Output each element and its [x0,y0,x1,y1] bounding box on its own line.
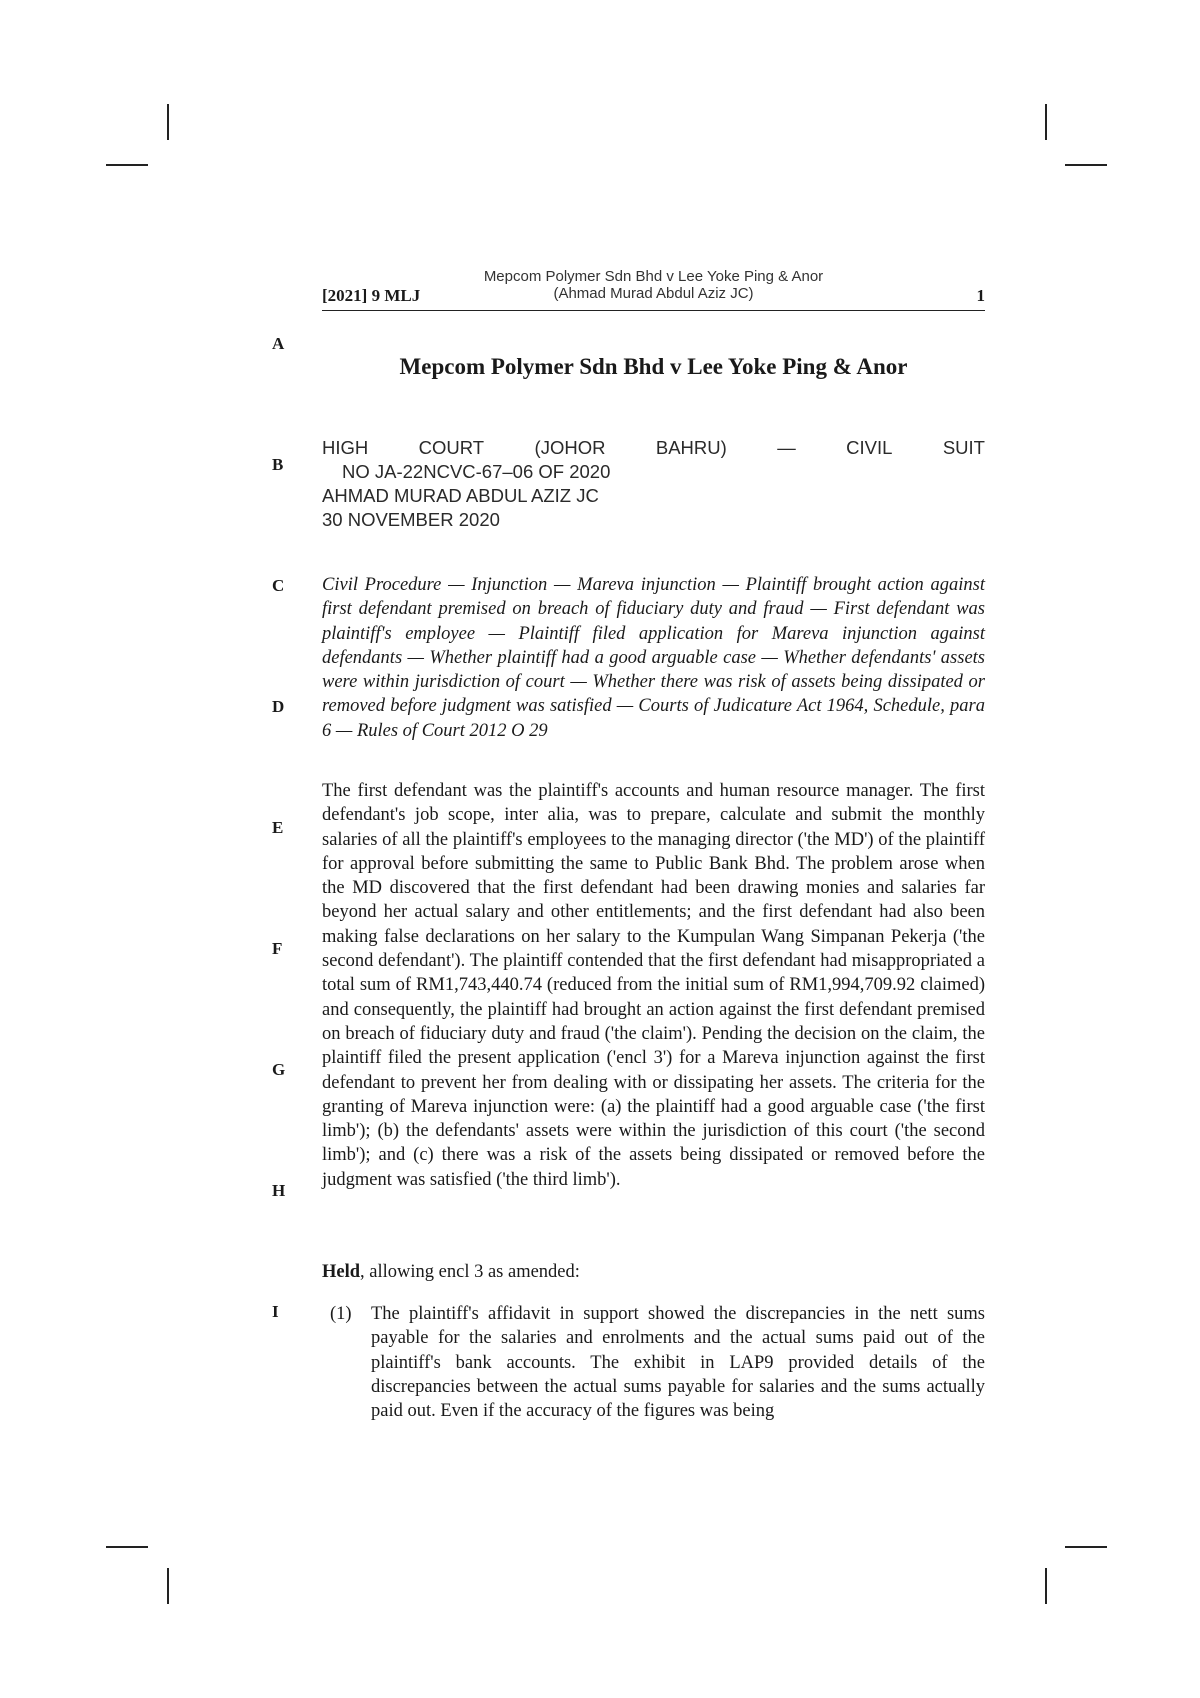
running-title-line1: Mepcom Polymer Sdn Bhd v Lee Yoke Ping & Anor [483,268,824,285]
margin-letter-e: E [272,818,284,837]
margin-letter-g: G [272,1060,286,1079]
margin-letter-a: A [272,334,285,353]
court-line-1 [322,436,985,460]
holding-number: (1) [330,1304,352,1324]
margin-letter-b: B [272,455,284,474]
running-title [322,268,985,302]
held-line [322,1262,985,1283]
crop-mark [1045,104,1047,140]
citation: [2021] 9 MLJ [322,286,421,305]
court-word: (JOHOR [534,437,606,458]
margin-letter-h: H [272,1181,286,1200]
decision-date: 30 NOVEMBER 2020 [322,509,500,530]
held-text: , allowing encl 3 as amended: [360,1262,580,1282]
headnote: The first defendant was the plaintiff's accounts and human resource manager. The first defendant's job scope, inter alia, was to prepare, calculate and submit the monthly salaries of all the plaintiff's employees to the managing director ('the MD') of the plaintiff for approval before submitting the same to Public Bank Bhd. The problem arose when the MD discovered that the first defendant had been drawing monies and salaries far beyond her actual salary and other entitlements; and the first defendant had also been making false declarations on her salary to the Kumpulan Wang Simpanan Pekerja ('the second defendant'). The plaintiff contended that the first defendant had misappropriated a total sum of RM1,743,440.74 (reduced from the initial sum of RM1,994,709.92 claimed) and consequently, the plaintiff had brought an action against the first defendant premised on breach of fiduciary duty and fraud ('the claim'). Pending the decision on the claim, the plaintiff filed the present application ('encl 3') for a Mareva injunction against the first defendant to prevent her from dealing with or dissipating her assets. The criteria for the granting of Mareva injunction were: (a) the plaintiff had a good arguable case ('the first limb'); (b) the defendants' assets were within the jurisdiction of this court ('the second limb'); and (c) there was a risk of the assets being dissipated or removed before the judgment was satisfied ('the third limb'). [322,781,985,1190]
court-word: SUIT [942,437,985,458]
crop-mark [106,164,148,166]
case-title: Mepcom Polymer Sdn Bhd v Lee Yoke Ping & Anor [399,354,908,379]
crop-mark [1065,164,1107,166]
crop-mark [167,104,169,140]
margin-letter-f: F [272,939,283,958]
crop-mark [1045,1568,1047,1604]
running-header [322,264,985,311]
judge-name: AHMAD MURAD ABDUL AZIZ JC [322,485,599,506]
court-word: COURT [418,437,485,458]
court-word: — [777,437,796,458]
holding-item [330,1302,985,1423]
catchwords-text: Civil Procedure — Injunction — Mareva injunction — Plaintiff brought action against first defendant premised on breach of fiduciary duty and fraud — First defendant was plaintiff's employee — Plaintiff filed application for Mareva injunction against defendants — Whether plaintiff had a good arguable case — Whether defendants' assets were within jurisdiction of court — Whether there was risk of assets being dissipated or removed before judgment was satisfied — Courts of Judicature Act 1964, Schedule, para 6 — Rules of Court 2012 O 29 [322,575,985,741]
margin-letter-c: C [272,576,285,595]
catchwords [322,573,985,743]
court-word: HIGH [322,437,369,458]
holding-text: The plaintiff's affidavit in support showed the discrepancies in the nett sums payable for the salaries and enrolments and the actual sums paid out of the plaintiff's bank accounts. The exhibit in LAP9 provided details of the discrepancies between the actual sums payable for salaries and the sums actually paid out. Even if the accuracy of the figures was being [371,1304,985,1422]
held-label: Held [322,1262,361,1282]
margin-letter-i: I [272,1302,279,1321]
suit-number: NO JA-22NCVC-67–06 OF 2020 [342,461,611,482]
crop-mark [106,1546,148,1548]
page-number: 1 [976,286,985,305]
court-word: BAHRU) [655,437,727,458]
court-word: CIVIL [846,437,893,458]
crop-mark [1065,1546,1107,1548]
court-details [322,436,985,532]
crop-mark [167,1568,169,1604]
margin-letter-d: D [272,697,285,716]
running-title-line2: (Ahmad Murad Abdul Aziz JC) [553,285,754,302]
